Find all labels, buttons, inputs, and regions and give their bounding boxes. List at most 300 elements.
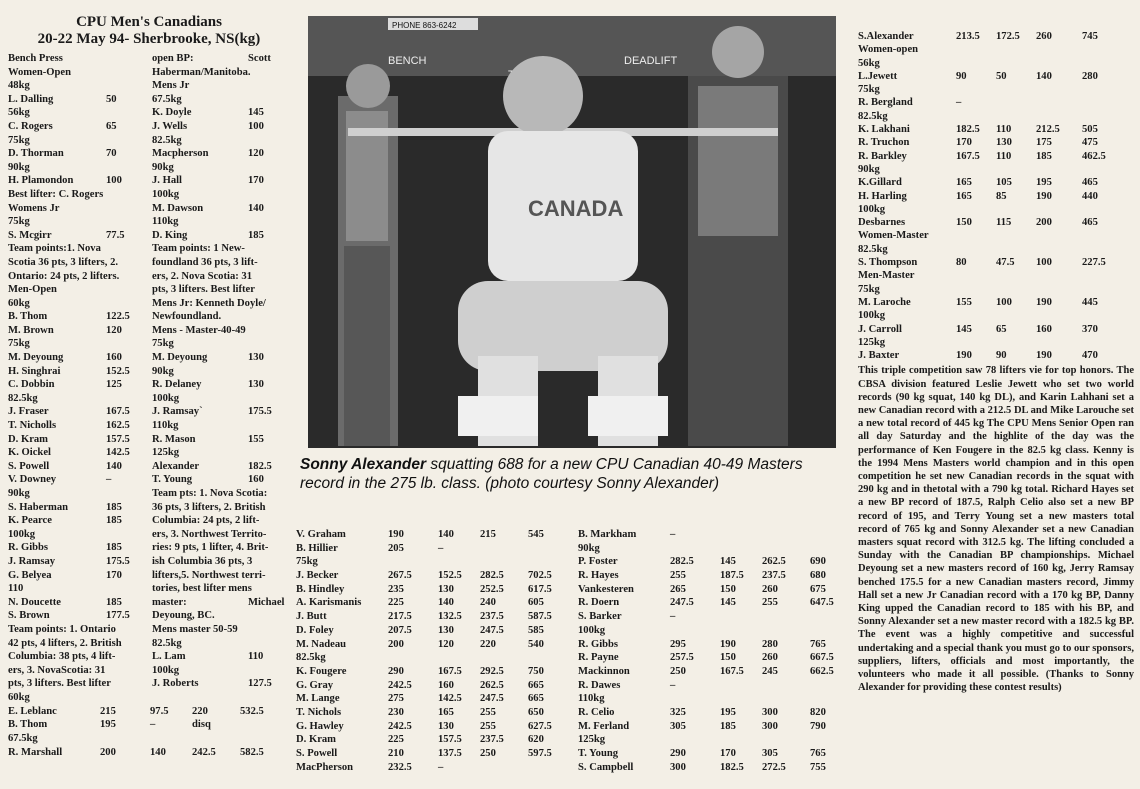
lifter-name: S. Powell	[8, 460, 50, 472]
result-line	[152, 106, 290, 120]
lift-value	[438, 555, 480, 569]
lift-value	[762, 733, 810, 747]
lifter-name: S. Thompson	[858, 257, 918, 269]
lift-value	[438, 651, 480, 665]
lift-value: 680	[810, 570, 826, 582]
lifter-name: J. Ramsay	[8, 555, 56, 567]
text-line: 90kg	[8, 488, 30, 499]
lifter-name: R. Bergland	[858, 97, 913, 109]
text-line: 100kg	[151, 188, 180, 200]
lift-value: 252.5	[480, 583, 504, 595]
lift-value: 110	[996, 150, 1012, 162]
lift-value: 305	[762, 748, 778, 759]
lift-value: 100	[106, 175, 122, 187]
lifter-name: D. Kram	[296, 734, 337, 746]
lift-value	[670, 624, 720, 638]
lift-value: 65	[106, 120, 117, 132]
lift-value: –	[438, 542, 444, 554]
lift-value: 745	[1082, 31, 1098, 42]
lift-value	[1082, 243, 1122, 256]
table-row	[578, 720, 850, 734]
text-line: 90kg	[151, 365, 174, 377]
text-line: 110	[8, 583, 24, 595]
lift-value: 662.5	[810, 665, 834, 677]
lifter-name: R. Payne	[578, 652, 619, 664]
table-row	[296, 706, 568, 720]
lifter-name: 56kg	[858, 57, 880, 69]
lift-value	[996, 243, 1036, 256]
lift-value: 150	[720, 652, 736, 664]
table-row	[296, 583, 568, 597]
lift-value: 182.5	[720, 761, 744, 773]
lift-value: 215	[480, 529, 496, 540]
lift-value	[956, 243, 996, 256]
table-row	[858, 283, 1134, 296]
lift-value	[1082, 163, 1122, 176]
lifter-name: 75kg	[858, 84, 880, 96]
lift-value: 257.5	[670, 652, 694, 664]
lift-value: –	[670, 679, 676, 691]
two-column-results	[8, 52, 290, 705]
lift-value	[388, 651, 438, 665]
text-line: Haberman/Manitoba.	[151, 66, 251, 78]
text-line: 67.5kg	[151, 93, 182, 105]
lift-value	[480, 761, 528, 775]
lift-value: 100	[1036, 257, 1052, 269]
lift-value: 70	[106, 148, 117, 160]
lift-value: 505	[1082, 124, 1098, 136]
lifter-name: 82.5kg	[296, 652, 326, 664]
text-line: 56kg	[8, 107, 30, 119]
lift-value	[1036, 163, 1082, 176]
lift-value: 190	[956, 350, 972, 362]
lift-value: 170	[720, 748, 736, 759]
lift-value: –	[956, 97, 962, 109]
lift-value: 237.5	[480, 611, 504, 623]
results-table-middle-right	[578, 528, 850, 774]
results-table-right	[858, 30, 1134, 362]
table-row	[578, 569, 850, 583]
lift-value: 290	[670, 748, 686, 759]
result-line	[152, 351, 290, 365]
lift-value: 300	[670, 761, 686, 773]
bench-sign: BENCH	[388, 55, 427, 67]
lift-value	[1082, 43, 1122, 56]
table-row	[296, 651, 568, 665]
lifter-name: T. Nichols	[296, 706, 342, 718]
lifter-name: J. Hall	[151, 175, 183, 187]
lift-value: 160	[247, 474, 264, 486]
lift-value: 65	[996, 323, 1007, 335]
lift-value: 182.5	[956, 124, 980, 136]
lift-value: 170	[956, 137, 972, 149]
lift-value: 130	[438, 720, 454, 732]
lift-value: 150	[720, 583, 736, 595]
table-row	[578, 706, 850, 720]
table-row	[8, 705, 290, 719]
lift-value	[720, 679, 762, 693]
lift-value	[1036, 283, 1082, 296]
lift-value	[762, 610, 810, 624]
lift-value: 157.5	[106, 433, 130, 445]
page-subtitle: 20-22 May 94- Sherbrooke, NS(kg)	[37, 31, 261, 47]
results-subcolumn-right	[148, 52, 290, 705]
lift-value	[240, 718, 280, 732]
results-subcolumn-left	[8, 52, 148, 705]
lift-value: 165	[438, 706, 454, 718]
lift-value: 150	[956, 217, 972, 229]
lift-value: 650	[528, 706, 544, 718]
table-row	[296, 692, 568, 706]
lift-value: 280	[762, 638, 778, 650]
lift-value: 130	[438, 624, 454, 636]
lift-value: 80	[956, 257, 967, 269]
caption-name: Sonny Alexander	[300, 456, 427, 473]
lifter-name: 90kg	[858, 163, 880, 175]
lift-value: 185	[1036, 150, 1052, 162]
lift-value	[1082, 336, 1122, 349]
lift-value: 190	[1036, 190, 1052, 202]
text-line: Team pts: 1. Nova Scotia:	[151, 488, 268, 499]
lift-value: 140	[247, 202, 264, 214]
text-line: lifters,5. Northwest terri-	[151, 569, 266, 581]
text-line: 82.5kg	[8, 392, 38, 404]
lift-value: 540	[528, 638, 544, 650]
lifter-name: 67.5kg	[8, 732, 38, 744]
table-row	[578, 583, 850, 597]
text-line: 60kg	[8, 297, 30, 309]
result-line	[8, 310, 148, 324]
lift-value: 182.5	[247, 460, 272, 472]
lift-value	[996, 269, 1036, 282]
lift-value: 532.5	[240, 705, 264, 717]
table-row	[858, 30, 1134, 43]
lift-value	[956, 83, 996, 96]
lift-value	[1036, 43, 1082, 56]
lifter-name: M. Laroche	[858, 296, 911, 308]
lift-value	[240, 732, 280, 746]
lift-value	[1082, 96, 1122, 109]
table-row	[858, 256, 1134, 269]
lift-value: 440	[1082, 190, 1098, 202]
lift-value: 290	[388, 665, 404, 677]
lifter-name: K. Oickel	[8, 447, 51, 459]
lift-value: 755	[810, 761, 826, 773]
lift-value	[1036, 336, 1082, 349]
lift-value	[762, 624, 810, 638]
results-column-right	[858, 30, 1134, 695]
lift-value: 140	[438, 597, 454, 609]
lifter-name: 110kg	[578, 693, 605, 705]
lift-value: 195	[720, 706, 736, 718]
phone-sign: PHONE 863-6242	[392, 21, 457, 30]
lift-value	[996, 309, 1036, 322]
text-line: 75kg	[151, 338, 174, 350]
lift-value: 620	[528, 734, 544, 746]
result-line	[152, 52, 290, 66]
lifter-name: J. Carroll	[858, 323, 902, 335]
lifter-name: M. Dawson	[151, 202, 204, 214]
lifter-name: R. Celio	[578, 706, 615, 718]
lift-value: 185	[106, 596, 122, 608]
lift-value: –	[670, 529, 676, 540]
lift-value	[996, 110, 1036, 123]
table-row	[858, 136, 1134, 149]
lift-value	[810, 542, 850, 556]
lift-value: 702.5	[528, 570, 552, 582]
lifter-name: L. Lam	[151, 651, 186, 663]
lift-value: –	[438, 761, 444, 773]
text-line: Deyoung, BC.	[151, 610, 215, 622]
lift-value: 247.5	[480, 693, 504, 705]
table-row	[578, 624, 850, 638]
result-line	[152, 378, 290, 392]
lift-value: 120	[438, 638, 454, 650]
lift-value: 212.5	[1036, 124, 1060, 136]
lift-value	[810, 733, 850, 747]
lifter-name: D. Thorman	[8, 148, 64, 160]
lift-value: –	[670, 611, 676, 623]
result-line	[8, 501, 148, 515]
table-row	[296, 596, 568, 610]
lift-value: 247.5	[670, 597, 694, 609]
lift-value	[996, 283, 1036, 296]
lifter-name: J. Ramsay`	[151, 406, 203, 418]
lifter-name: 90kg	[578, 542, 600, 554]
lift-value: 582.5	[240, 746, 264, 758]
table-row	[858, 323, 1134, 336]
lift-value: 255	[670, 570, 686, 582]
result-line	[8, 569, 148, 583]
result-line	[152, 147, 290, 161]
lifter-name: D. Kram	[8, 433, 49, 445]
lifter-name: B. Thom	[8, 311, 48, 323]
lift-value	[956, 163, 996, 176]
result-line	[8, 174, 148, 188]
lift-value: 765	[810, 638, 826, 650]
lift-value: 605	[528, 597, 544, 609]
lift-value	[956, 309, 996, 322]
result-line	[8, 365, 148, 379]
lifter-name: R. Barkley	[858, 150, 907, 162]
lifter-name: 100kg	[858, 203, 886, 215]
deadlift-sign: DEADLIFT	[624, 55, 678, 67]
lifter-name: S. Powell	[296, 748, 338, 759]
lifter-name: R. Hayes	[578, 570, 619, 582]
lifter-name: B. Hillier	[296, 542, 338, 554]
table-row	[858, 43, 1134, 56]
lifter-name: 82.5kg	[858, 110, 888, 122]
lift-value: 190	[1036, 296, 1052, 308]
lift-value	[720, 733, 762, 747]
lift-value: 220	[192, 705, 208, 717]
lifter-name: G. Gray	[296, 679, 334, 691]
lift-value: 470	[1082, 350, 1098, 362]
lifter-name: E. Leblanc	[8, 705, 57, 717]
lifter-name: R. Dawes	[578, 679, 621, 691]
lift-value: 255	[480, 706, 496, 718]
text-line: 110kg	[151, 216, 179, 228]
lift-value: 475	[1082, 137, 1098, 149]
lift-value: 165	[956, 177, 972, 189]
text-line: ers, 3. Northwest Territo-	[151, 528, 267, 540]
lift-value	[762, 542, 810, 556]
text-line: 75kg	[8, 134, 30, 146]
result-line	[8, 596, 148, 610]
lifter-name: C. Rogers	[8, 120, 53, 132]
lift-value	[528, 651, 568, 665]
table-row	[858, 110, 1134, 123]
lift-value: 790	[810, 720, 826, 732]
lift-value: 282.5	[670, 556, 694, 568]
text-line: 75kg	[8, 216, 30, 228]
lift-value: 200	[1036, 217, 1052, 229]
text-line: 42 pts, 4 lifters, 2. British	[8, 637, 122, 649]
lift-value: 152.5	[438, 570, 462, 582]
text-line: 100kg	[151, 392, 180, 404]
lifter-name: 100kg	[858, 310, 886, 322]
lift-value: 207.5	[388, 624, 412, 636]
lift-value	[996, 163, 1036, 176]
lift-value	[956, 57, 996, 70]
table-row	[578, 542, 850, 556]
lift-value: 225	[388, 734, 404, 746]
result-line	[8, 541, 148, 555]
lifter-name: P. Foster	[578, 556, 618, 568]
lift-value: 667.5	[810, 652, 834, 664]
lift-value: 690	[810, 556, 826, 568]
lift-value	[1036, 269, 1082, 282]
lifter-name: Vankesteren	[578, 583, 634, 595]
lift-value: 167.5	[956, 150, 980, 162]
lift-value	[956, 269, 996, 282]
table-row	[858, 216, 1134, 229]
lift-value	[528, 761, 568, 775]
result-line	[152, 174, 290, 188]
result-line	[8, 419, 148, 433]
lift-value: 465	[1082, 177, 1098, 189]
lifter-name: S. Haberman	[8, 501, 69, 513]
lift-value	[956, 229, 996, 242]
lift-value	[528, 555, 568, 569]
lift-value: 165	[956, 190, 972, 202]
lifter-name: T. Nicholls	[8, 420, 57, 432]
text-line: 75kg	[8, 338, 30, 350]
lifter-name: G. Hawley	[296, 720, 344, 732]
lifter-name: V. Graham	[296, 529, 346, 540]
lift-value: 235	[388, 583, 404, 595]
lift-value: Scott	[247, 53, 271, 64]
lift-value: 232.5	[388, 761, 412, 773]
lift-value: 217.5	[388, 611, 412, 623]
lift-value: 85	[996, 190, 1007, 202]
photo-illustration	[308, 16, 836, 448]
lift-value	[810, 528, 850, 542]
lifter-name: K. Pearce	[8, 515, 52, 527]
lift-value: 142.5	[438, 693, 462, 705]
lift-value: 110	[247, 651, 264, 663]
lift-value: 140	[106, 460, 122, 472]
text-line: 90kg	[8, 161, 30, 173]
lift-value: 462.5	[1082, 150, 1106, 162]
lift-value: 305	[670, 720, 686, 732]
results-table-bottom-left	[8, 705, 290, 760]
text-line: ries: 9 pts, 1 lifter, 4. Brit-	[151, 542, 269, 554]
text-line: tories, best lifter mens	[151, 583, 252, 595]
lift-value: 160	[1036, 323, 1052, 335]
lift-value: 145	[720, 597, 736, 609]
lift-value: 97.5	[150, 705, 169, 717]
lifter-name: Alexander	[151, 460, 200, 472]
table-row	[296, 555, 568, 569]
lift-value: 167.5	[106, 406, 130, 418]
result-line	[152, 650, 290, 664]
lift-value: 77.5	[106, 229, 125, 241]
lift-value: 172.5	[996, 31, 1020, 42]
lift-value	[1082, 203, 1122, 216]
lifter-name: Mackinnon	[578, 665, 630, 677]
lift-value: 175.5	[247, 406, 272, 418]
result-line	[8, 229, 148, 243]
table-row	[858, 296, 1134, 309]
lifter-name: J. Fraser	[8, 406, 49, 418]
table-row	[578, 651, 850, 665]
lift-value: 267.5	[388, 570, 412, 582]
lift-value: 190	[720, 638, 736, 650]
lift-value: 185	[720, 720, 736, 732]
lift-value: 100	[247, 120, 264, 132]
lift-value: 225	[388, 597, 404, 609]
lift-value	[670, 733, 720, 747]
text-line: Mens Jr: Kenneth Doyle/	[151, 297, 266, 309]
text-line: Newfoundland.	[151, 311, 222, 323]
text-line: Team points: 1 New-	[151, 243, 245, 255]
lift-value	[720, 528, 762, 542]
lift-value: 145	[720, 556, 736, 568]
text-line: Ontario: 24 pts, 2 lifters.	[8, 270, 120, 282]
lift-value	[762, 679, 810, 693]
result-line	[152, 473, 290, 487]
lift-value: 820	[810, 706, 826, 718]
lifter-name: Women-open	[858, 44, 919, 56]
text-line: Bench Press	[8, 53, 63, 64]
lift-value: 292.5	[480, 665, 504, 677]
lifter-name: 125kg	[578, 734, 606, 746]
table-row	[858, 83, 1134, 96]
lifter-name: H. Plamondon	[8, 175, 74, 187]
table-row	[858, 150, 1134, 163]
text-line: Team points: 1. Ontario	[8, 623, 116, 635]
lift-value: 157.5	[438, 734, 462, 746]
table-row	[296, 665, 568, 679]
text-line: 82.5kg	[151, 134, 182, 146]
lifter-name: R. Marshall	[8, 746, 63, 758]
lift-value: 272.5	[762, 761, 786, 773]
text-line: ish Columbia 36 pts, 3	[151, 555, 253, 567]
lifter-name: R. Gibbs	[578, 638, 619, 650]
lift-value	[528, 542, 568, 556]
lift-value	[996, 57, 1036, 70]
lift-value: 175	[1036, 137, 1052, 149]
lift-value	[1082, 110, 1122, 123]
result-line	[8, 147, 148, 161]
lift-value: 213.5	[956, 31, 980, 42]
lift-value: 100	[996, 296, 1012, 308]
text-line: 36 pts, 3 lifters, 2. British	[151, 501, 266, 513]
lift-value	[150, 732, 192, 746]
lift-value: 262.5	[762, 556, 786, 568]
lift-value: 185	[106, 515, 122, 527]
